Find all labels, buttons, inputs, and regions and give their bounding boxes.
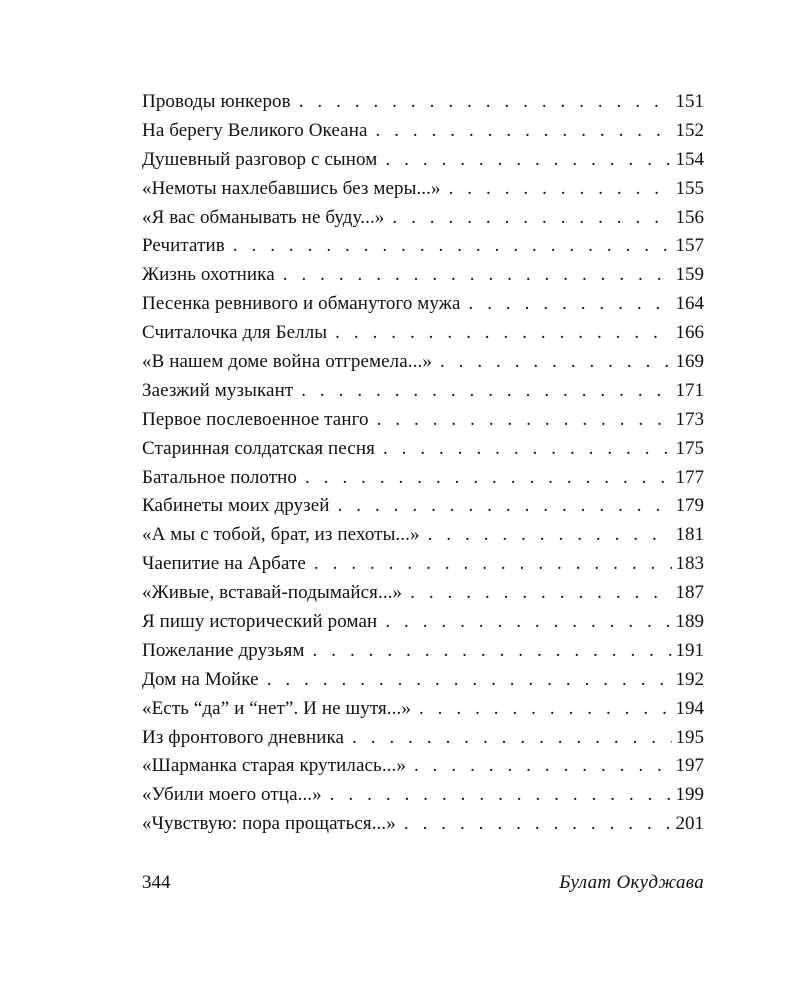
table-of-contents: [142, 88, 704, 839]
toc-entry-page: 152: [675, 119, 704, 141]
toc-entry: [142, 810, 704, 839]
toc-dot-leader: [419, 695, 672, 724]
toc-entry: [142, 781, 704, 810]
toc-dot-leader: [440, 348, 672, 377]
toc-entry: [142, 406, 704, 435]
toc-entry-page: 164: [675, 293, 704, 315]
toc-dot-leader: [305, 464, 671, 493]
toc-entry-page: 155: [675, 177, 704, 199]
toc-entry: [142, 175, 704, 204]
toc-entry-title: Душевный разговор с сыном: [142, 148, 378, 170]
toc-entry-title: Песенка ревнивого и обманутого мужа: [142, 293, 461, 315]
toc-entry-title: Пожелание друзьям: [142, 639, 305, 661]
toc-entry: [142, 319, 704, 348]
toc-entry: [142, 464, 704, 493]
toc-dot-leader: [469, 290, 672, 319]
toc-entry-title: На берегу Великого Океана: [142, 119, 368, 141]
toc-dot-leader: [414, 752, 672, 781]
toc-entry: [142, 290, 704, 319]
toc-entry-page: 191: [675, 639, 704, 661]
toc-dot-leader: [283, 261, 672, 290]
toc-dot-leader: [301, 377, 671, 406]
toc-entry-page: 181: [675, 524, 704, 546]
toc-dot-leader: [352, 724, 671, 753]
toc-dot-leader: [335, 319, 671, 348]
page-number: 344: [142, 872, 171, 893]
toc-dot-leader: [267, 666, 672, 695]
toc-entry-page: 175: [675, 437, 704, 459]
toc-dot-leader: [392, 204, 671, 233]
toc-entry-title: «Шарманка старая крутилась...»: [142, 755, 406, 777]
toc-entry: [142, 608, 704, 637]
toc-entry-title: Первое послевоенное танго: [142, 408, 369, 430]
toc-entry-title: «Убили моего отца...»: [142, 784, 322, 806]
toc-entry: [142, 752, 704, 781]
toc-entry-page: 189: [675, 611, 704, 633]
toc-entry: [142, 435, 704, 464]
toc-entry-page: 169: [675, 351, 704, 373]
toc-dot-leader: [404, 810, 672, 839]
toc-entry: [142, 521, 704, 550]
toc-entry-page: 154: [675, 148, 704, 170]
toc-entry: [142, 637, 704, 666]
toc-entry-title: Я пишу исторический роман: [142, 611, 378, 633]
toc-entry-page: 192: [675, 668, 704, 690]
toc-entry-page: 157: [675, 235, 704, 257]
page-footer: [142, 872, 704, 894]
toc-entry: [142, 88, 704, 117]
toc-dot-leader: [233, 232, 672, 261]
toc-dot-leader: [377, 406, 672, 435]
toc-dot-leader: [428, 521, 672, 550]
toc-entry-title: «В нашем доме война отгремела...»: [142, 351, 432, 373]
toc-dot-leader: [449, 175, 672, 204]
toc-entry-title: Жизнь охотника: [142, 264, 275, 286]
toc-entry-title: Речитатив: [142, 235, 225, 257]
toc-entry-title: Проводы юнкеров: [142, 91, 291, 112]
toc-entry-page: 183: [675, 553, 704, 575]
toc-dot-leader: [385, 608, 671, 637]
toc-entry-title: Кабинеты моих друзей: [142, 495, 330, 517]
toc-entry-page: 156: [675, 206, 704, 228]
toc-dot-leader: [385, 146, 671, 175]
toc-entry-page: 199: [675, 784, 704, 806]
toc-entry-title: Дом на Мойке: [142, 668, 259, 690]
toc-entry-title: Считалочка для Беллы: [142, 322, 328, 344]
toc-entry: [142, 724, 704, 753]
toc-entry-page: 187: [675, 582, 704, 604]
toc-entry: [142, 377, 704, 406]
toc-entry: [142, 579, 704, 608]
toc-dot-leader: [376, 117, 672, 146]
toc-dot-leader: [330, 781, 672, 810]
toc-entry-page: 177: [675, 466, 704, 488]
toc-entry: [142, 666, 704, 695]
toc-entry: [142, 261, 704, 290]
toc-dot-leader: [410, 579, 671, 608]
toc-entry-page: 197: [675, 755, 704, 777]
toc-entry-title: «Есть “да” и “нет”. И не шутя...»: [142, 697, 411, 719]
toc-entry: [142, 204, 704, 233]
toc-entry-title: «Чувствую: пора прощаться...»: [142, 813, 396, 835]
toc-entry: [142, 117, 704, 146]
toc-entry-page: 179: [675, 495, 704, 517]
author-name: Булат Окуджава: [559, 872, 704, 893]
toc-entry-page: 194: [675, 697, 704, 719]
toc-entry: [142, 146, 704, 175]
toc-entry-page: 151: [675, 91, 704, 112]
toc-entry-title: Заезжий музыкант: [142, 379, 294, 401]
toc-entry-title: Старинная солдатская песня: [142, 437, 375, 459]
toc-dot-leader: [338, 492, 672, 521]
toc-entry-title: «Немоты нахлебавшись без меры...»: [142, 177, 441, 199]
toc-entry-title: Батальное полотно: [142, 466, 298, 488]
toc-entry-title: «Живые, вставай-подымайся...»: [142, 582, 403, 604]
toc-entry-page: 159: [675, 264, 704, 286]
toc-entry: [142, 550, 704, 579]
toc-entry-page: 171: [675, 379, 704, 401]
toc-entry: [142, 695, 704, 724]
toc-dot-leader: [383, 435, 672, 464]
toc-dot-leader: [299, 88, 672, 117]
toc-entry: [142, 492, 704, 521]
toc-entry-page: 195: [675, 726, 704, 748]
toc-entry-page: 201: [675, 813, 704, 835]
toc-entry-title: Из фронтового дневника: [142, 726, 345, 748]
toc-entry: [142, 348, 704, 377]
toc-entry-page: 166: [675, 322, 704, 344]
toc-dot-leader: [313, 637, 672, 666]
toc-entry-title: «Я вас обманывать не буду...»: [142, 206, 385, 228]
toc-dot-leader: [314, 550, 672, 579]
toc-entry-title: «А мы с тобой, брат, из пехоты...»: [142, 524, 420, 546]
toc-entry-title: Чаепитие на Арбате: [142, 553, 306, 575]
toc-entry: [142, 232, 704, 261]
toc-entry-page: 173: [675, 408, 704, 430]
